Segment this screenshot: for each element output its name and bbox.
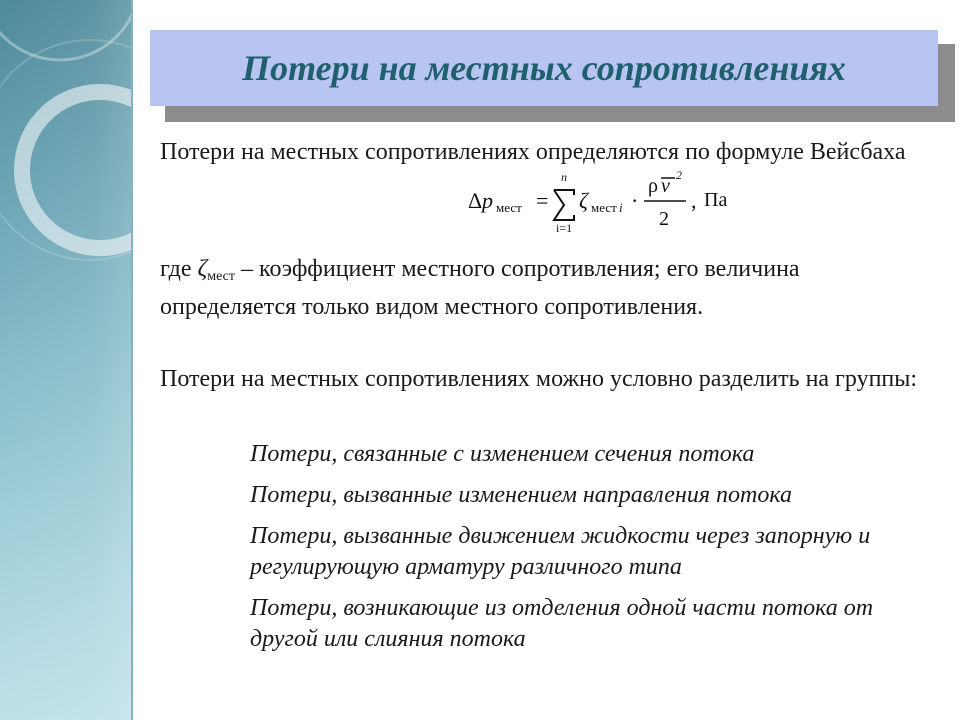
formula-exponent: 2: [676, 168, 682, 182]
formula-zeta-index: i: [619, 200, 623, 215]
side-decoration-panel: [0, 0, 132, 720]
decorative-rings: [0, 0, 132, 720]
formula-zeta: ζ: [579, 188, 588, 213]
formula-delta: Δ: [468, 188, 483, 213]
formula-graphic: [468, 168, 748, 238]
formula-p-subscript: мест: [496, 200, 522, 215]
loss-groups-list: [250, 439, 930, 665]
definition-prefix: где: [160, 256, 192, 282]
formula-equals: =: [536, 188, 549, 213]
zeta-subscript: мест: [207, 269, 235, 284]
sum-upper-limit: n: [561, 170, 567, 184]
definition-text: – коэффициент местного сопротивления; его величина определяется только видом местного сопротивления.: [160, 256, 800, 320]
list-item: Потери, вызванные движением жидкости через запорную и регулирующую арматуру различного типа: [250, 523, 871, 580]
title-banner: [150, 30, 938, 106]
formula-zeta-subscript: мест: [591, 200, 617, 215]
formula-dot: ·: [631, 188, 639, 213]
list-item: Потери, связанные с изменением сечения потока: [250, 441, 755, 467]
formula-velocity: v: [661, 175, 670, 197]
formula-denominator: 2: [659, 208, 669, 230]
intro-paragraph: Потери на местных сопротивлениях определяются по формуле Вейсбаха: [160, 139, 906, 165]
groups-intro-paragraph: Потери на местных сопротивлениях можно условно разделить на группы:: [160, 366, 918, 392]
large-ring: [22, 92, 132, 248]
formula-unit: Па: [704, 189, 728, 211]
weisbach-formula: [468, 168, 748, 238]
zeta-symbol: ζ: [197, 256, 208, 282]
sum-lower-limit: i=1: [556, 221, 573, 235]
list-item: Потери, вызванные изменением направления потока: [250, 482, 792, 508]
side-divider: [131, 0, 133, 720]
formula-rho: ρ: [648, 175, 658, 197]
summation-sign: [554, 190, 574, 220]
formula-p: p: [482, 188, 493, 213]
formula-comma: ,: [691, 188, 697, 213]
definition-paragraph: [160, 254, 920, 323]
thin-arc: [0, 0, 132, 60]
list-item: Потери, возникающие из отделения одной части потока от другой или слияния потока: [250, 595, 874, 652]
slide-title: Потери на местных сопротивлениях: [242, 48, 846, 88]
